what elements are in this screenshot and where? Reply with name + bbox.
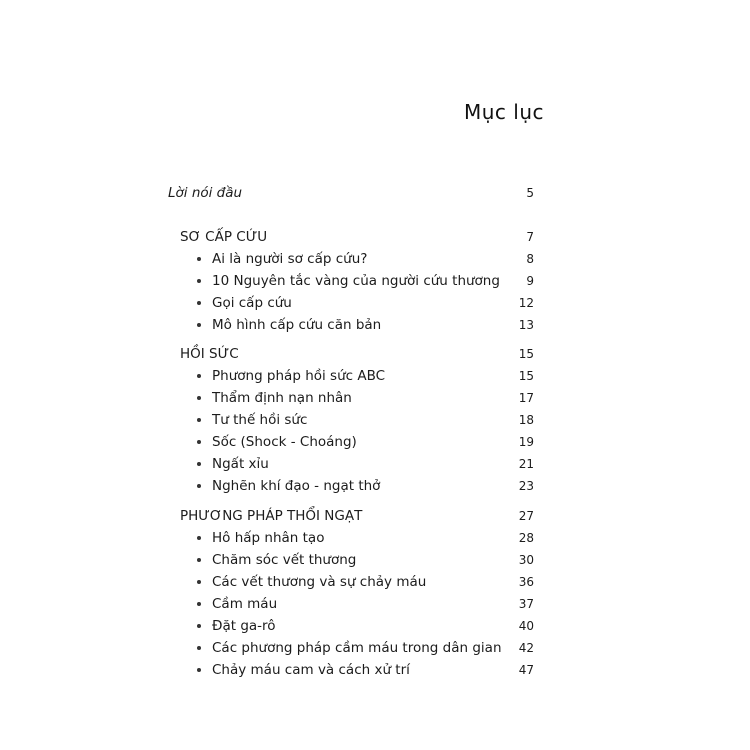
toc-item-row [0,409,750,431]
toc-item-label: Phương pháp hồi sức ABC [212,368,386,384]
bullet-icon [197,396,201,400]
toc-item-label: Cầm máu [212,596,278,612]
toc-section-page: 15 [518,347,534,361]
toc-item-page: 40 [518,619,534,633]
toc-section-label: HỒI SỨC [180,346,239,362]
toc-item-page: 28 [518,531,534,545]
toc-item-page: 8 [526,252,534,266]
toc-section-label: PHƯƠNG PHÁP THỔI NGẠT [180,508,363,524]
bullet-icon [197,668,201,672]
toc-item-row [0,549,750,571]
toc-item-label: Các phương pháp cầm máu trong dân gian [212,640,502,656]
toc-item-label: Hô hấp nhân tạo [212,530,325,546]
toc-item-label: Ai là người sơ cấp cứu? [212,251,368,267]
toc-item-page: 15 [518,369,534,383]
toc-section-page: 27 [518,509,534,523]
toc-item-label: Đặt ga-rô [212,618,276,634]
bullet-icon [197,462,201,466]
toc-intro-page: 5 [526,186,534,200]
toc-item-page: 21 [518,457,534,471]
toc-item-row [0,387,750,409]
toc-item-row [0,248,750,270]
toc-section-row [0,505,750,527]
bullet-icon [197,558,201,562]
bullet-icon [197,484,201,488]
toc-item-row [0,659,750,681]
toc-item-page: 19 [518,435,534,449]
bullet-icon [197,580,201,584]
toc-item-label: Gọi cấp cứu [212,295,292,311]
toc-item-label: Thẩm định nạn nhân [212,390,352,406]
page-title: Mục lục [463,100,544,124]
bullet-icon [197,279,201,283]
toc-item-label: Tư thế hồi sức [212,412,308,428]
bullet-icon [197,440,201,444]
toc-item-row [0,571,750,593]
toc-item-row [0,431,750,453]
toc-item-label: Mô hình cấp cứu căn bản [212,317,382,333]
bullet-icon [197,301,201,305]
toc-item-row [0,637,750,659]
toc-item-page: 36 [518,575,534,589]
toc-section-row [0,226,750,248]
toc-item-label: Sốc (Shock - Choáng) [212,434,357,450]
toc-item-page: 42 [518,641,534,655]
toc-item-label: Chăm sóc vết thương [212,552,357,568]
toc-section-label: SƠ CẤP CỨU [180,229,268,245]
toc-section-page: 7 [526,230,534,244]
toc-item-page: 13 [518,318,534,332]
toc-section-row [0,343,750,365]
toc-item-page: 12 [518,296,534,310]
bullet-icon [197,323,201,327]
bullet-icon [197,536,201,540]
bullet-icon [197,418,201,422]
bullet-icon [197,602,201,606]
toc-item-row [0,292,750,314]
toc-item-page: 9 [526,274,534,288]
toc-item-page: 47 [518,663,534,677]
toc-item-page: 17 [518,391,534,405]
toc-item-row [0,593,750,615]
toc-item-row [0,270,750,292]
toc-item-row [0,527,750,549]
toc-item-row [0,615,750,637]
toc-item-label: Nghẽn khí đạo - ngạt thở [212,478,381,494]
toc-intro-label: Lời nói đầu [168,185,243,201]
toc-item-row [0,365,750,387]
toc-item-page: 23 [518,479,534,493]
toc-item-label: Ngất xỉu [212,456,269,472]
toc-item-row [0,453,750,475]
toc-item-page: 37 [518,597,534,611]
toc-intro-row [0,182,750,204]
toc-item-page: 18 [518,413,534,427]
bullet-icon [197,374,201,378]
toc-item-page: 30 [518,553,534,567]
toc-item-label: 10 Nguyên tắc vàng của người cứu thương [212,273,500,289]
toc-item-row [0,475,750,497]
bullet-icon [197,624,201,628]
toc-item-label: Các vết thương và sự chảy máu [212,574,427,590]
toc-item-row [0,314,750,336]
toc-item-label: Chảy máu cam và cách xử trí [212,662,410,678]
bullet-icon [197,257,201,261]
bullet-icon [197,646,201,650]
